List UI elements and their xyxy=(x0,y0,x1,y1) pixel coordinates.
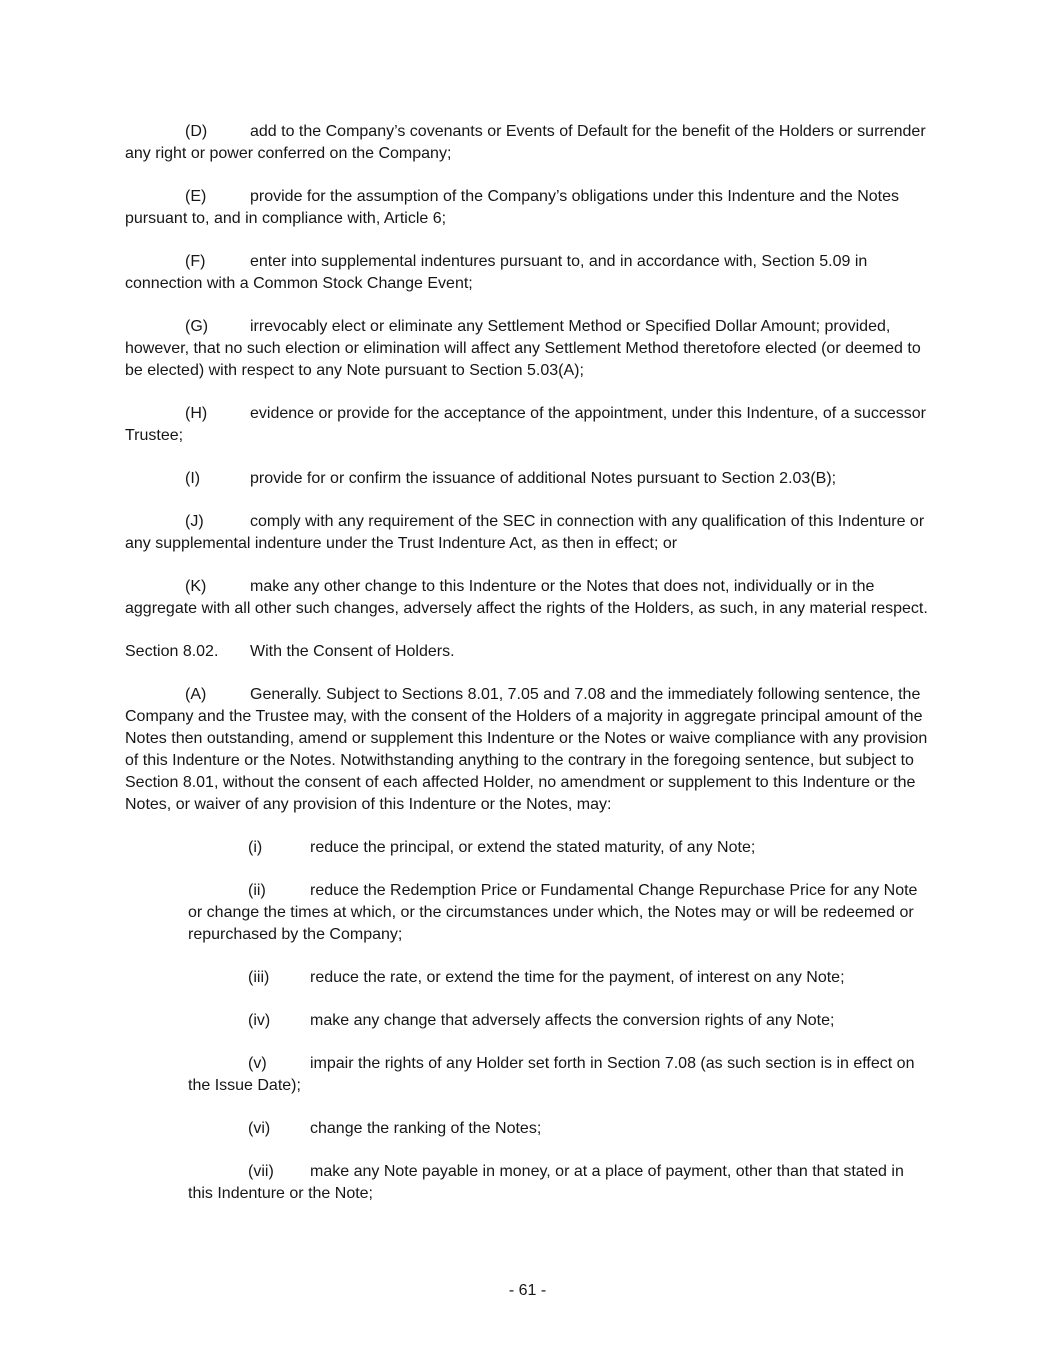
page-number: - 61 - xyxy=(508,1282,547,1299)
subsection-a xyxy=(125,684,931,816)
clause-i-text: provide for or confirm the issuance of additional Notes pursuant to Section 2.03(B); xyxy=(250,470,837,487)
clause-h-text: evidence or provide for the acceptance of the appointment, under this Indenture, of a successor Trustee; xyxy=(125,405,926,444)
list-item-v-label: (v) xyxy=(248,1055,267,1072)
list-item-vi xyxy=(188,1118,931,1140)
clause-f xyxy=(125,251,931,295)
clause-j xyxy=(125,511,931,555)
clause-k xyxy=(125,576,931,620)
list-item-iv-text: make any change that adversely affects the conversion rights of any Note; xyxy=(310,1012,835,1029)
section-title: With the Consent of Holders. xyxy=(250,643,455,660)
list-item-i-label: (i) xyxy=(248,839,263,856)
subsection-a-label: (A) xyxy=(185,686,207,703)
clause-f-label: (F) xyxy=(185,253,206,270)
clause-d xyxy=(125,121,931,165)
document-body xyxy=(125,121,931,1205)
clause-e-label: (E) xyxy=(185,188,207,205)
clause-h-label: (H) xyxy=(185,405,208,422)
section-number: Section 8.02. xyxy=(125,643,219,660)
list-item-i-text: reduce the principal, or extend the stated maturity, of any Note; xyxy=(310,839,756,856)
clause-d-label: (D) xyxy=(185,123,208,140)
clause-e-text: provide for the assumption of the Company’s obligations under this Indenture and the Notes pursuant to, and in compliance with, Article 6; xyxy=(125,188,899,227)
list-item-ii-text: reduce the Redemption Price or Fundamental Change Repurchase Price for any Note or change the times at which, or the circumstances under which, the Notes may or will be redeemed or repurchased by the Company; xyxy=(188,882,918,943)
clause-j-label: (J) xyxy=(185,513,204,530)
section-heading xyxy=(125,641,931,663)
clause-d-text: add to the Company’s covenants or Events of Default for the benefit of the Holders or surrender any right or power conferred on the Company; xyxy=(125,123,926,162)
list-item-iv-label: (iv) xyxy=(248,1012,271,1029)
list-item-vii-label: (vii) xyxy=(248,1163,274,1180)
clause-h xyxy=(125,403,931,447)
clause-j-text: comply with any requirement of the SEC in connection with any qualification of this Indenture or any supplemental indenture under the Trust Indenture Act, as then in effect; or xyxy=(125,513,925,552)
clause-e xyxy=(125,186,931,230)
clause-g xyxy=(125,316,931,382)
list-item-vi-text: change the ranking of the Notes; xyxy=(310,1120,542,1137)
list-item-i xyxy=(188,837,931,859)
list-item-vii-text: make any Note payable in money, or at a place of payment, other than that stated in this Indenture or the Note; xyxy=(188,1163,904,1202)
clause-i-label: (I) xyxy=(185,470,201,487)
list-item-iii-label: (iii) xyxy=(248,969,270,986)
clause-k-label: (K) xyxy=(185,578,207,595)
clause-i xyxy=(125,468,931,490)
list-item-vi-label: (vi) xyxy=(248,1120,271,1137)
list-item-v-text: impair the rights of any Holder set forth in Section 7.08 (as such section is in effect on the Issue Date); xyxy=(188,1055,915,1094)
list-item-ii-label: (ii) xyxy=(248,882,266,899)
clause-f-text: enter into supplemental indentures pursuant to, and in accordance with, Section 5.09 in connection with a Common Stock Change Event; xyxy=(125,253,868,292)
list-item-iii-text: reduce the rate, or extend the time for the payment, of interest on any Note; xyxy=(310,969,845,986)
list-item-iv xyxy=(188,1010,931,1032)
list-item-v xyxy=(188,1053,931,1097)
clause-k-text: make any other change to this Indenture or the Notes that does not, individually or in the aggregate with all other such changes, adversely affect the rights of the Holders, as such, in any material respect. xyxy=(125,578,928,617)
subsection-a-text: Generally. Subject to Sections 8.01, 7.05 and 7.08 and the immediately following sentence, the Company and the Trustee may, with the consent of the Holders of a majority in aggregate principal amount of the Notes then outstanding, amend or supplement this Indenture or the Notes or waive compliance with any provision of this Indenture or the Notes. Notwithstanding anything to the contrary in the foregoing sentence, but subject to Section 8.01, without the consent of each affected Holder, no amendment or supplement to this Indenture or the Notes, or waiver of any provision of this Indenture or the Notes, may: xyxy=(125,686,928,813)
list-item-iii xyxy=(188,967,931,989)
clause-g-label: (G) xyxy=(185,318,209,335)
list-item-ii xyxy=(188,880,931,946)
clause-g-text: irrevocably elect or eliminate any Settlement Method or Specified Dollar Amount; provided, however, that no such election or elimination will affect any Settlement Method theretofore elected (or deemed to be elected) with respect to any Note pursuant to Section 5.03(A); xyxy=(125,318,921,379)
list-item-vii xyxy=(188,1161,931,1205)
